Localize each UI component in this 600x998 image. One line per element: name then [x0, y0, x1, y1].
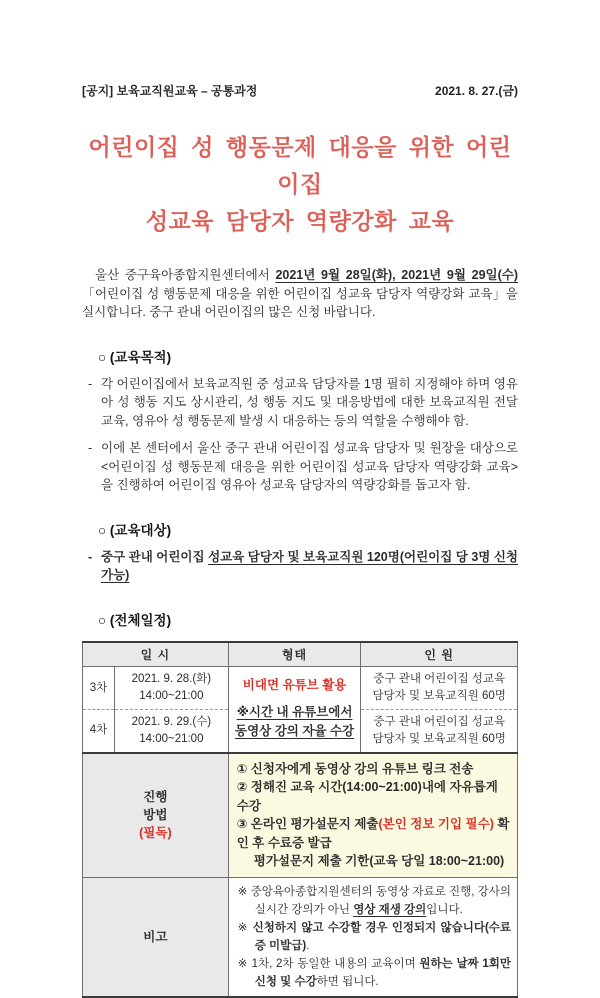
method-step-3-continued: 평가설문지 제출 기한(교육 당일 18:00~21:00) [253, 854, 505, 868]
round-4-capacity-line-2: 담당자 및 보육교직원 60명 [372, 732, 506, 745]
round-3-capacity-line-1: 중구 관내 어린이집 성교육 [373, 673, 506, 685]
bullet-marker: - [88, 549, 93, 564]
round-4-date: 2021. 9. 29.(수) [131, 715, 212, 728]
note-item-2: ※ 신청하지 않고 수강할 경우 인정되지 않습니다(수료증 미발급). [237, 921, 511, 952]
schedule-table [82, 641, 518, 998]
col-header-format: 형태 [228, 642, 361, 667]
document-date: 2021. 8. 27.(금) [435, 84, 518, 98]
method-row [83, 753, 518, 878]
purpose-bullet-2 [88, 439, 518, 495]
purpose-bullet-1 [88, 375, 518, 431]
round-3-time: 14:00~21:00 [139, 690, 204, 702]
round-4-datetime [114, 710, 228, 753]
document-header [82, 82, 518, 99]
format-line-2: ※시간 내 유튜브에서 [236, 705, 353, 720]
purpose-bullet-1-text: 각 어린이집에서 보육교직원 중 성교육 담당자를 1명 필히 지정해야 하며 영유아 성 행동 지도 상시관리, 성 행동 지도 및 대응방법에 대한 보육교직원 전달 교육, 영유아 성 행동문제 발생 시 대응하는 등의 역할을 수행해야 함. [101, 376, 518, 428]
purpose-heading: ○ (교육목적) [98, 349, 172, 365]
round-4-label: 4차 [83, 710, 115, 753]
round-3-capacity-line-2: 담당자 및 보육교직원 60명 [372, 690, 506, 702]
document-title [82, 129, 518, 240]
format-cell [228, 667, 361, 753]
round-4-capacity [361, 710, 518, 753]
table-header-row [83, 642, 518, 667]
schedule-row-round-3 [83, 667, 518, 710]
section-purpose [82, 346, 518, 495]
format-line-3: 동영상 강의 자율 수강 [235, 724, 355, 739]
target-heading: ○ (교육대상) [98, 522, 172, 538]
method-label-line-1: 진행 [143, 790, 168, 804]
note-item-1: ※ 중앙육아종합지원센터의 동영상 자료로 진행, 강사의 실시간 강의가 아닌 영상 재생 강의입니다. [237, 885, 511, 916]
round-3-label: 3차 [83, 667, 115, 710]
format-line-highlight: 비대면 유튜브 활용 [242, 678, 347, 693]
note-item-3: ※ 1차, 2차 동일한 내용의 교육이며 원하는 날짜 1회만 신청 및 수강하면 됩니다. [237, 957, 511, 988]
round-3-date: 2021. 9. 28.(화) [131, 673, 212, 685]
method-content-cell [228, 753, 517, 878]
target-bullet-text: 중구 관내 어린이집 성교육 담당자 및 보육교직원 120명(어린이집 당 3명 신청 가능) [101, 549, 518, 582]
col-header-datetime: 일 시 [83, 642, 229, 667]
method-label-required: (필독) [139, 826, 172, 840]
note-label-cell: 비고 [83, 877, 229, 997]
document-category: [공지] 보육교직원교육 – 공통과정 [82, 84, 258, 98]
intro-paragraph: 울산 중구육아종합지원센터에서 2021년 9월 28일(화), 2021년 9월 29일(수) 「어린이집 성 행동문제 대응을 위한 어린이집 성교육 담당자 역량강화 교육」을 실시합니다. 중구 관내 어린이집의 많은 신청 바랍니다. [82, 268, 518, 319]
method-label-cell [83, 753, 229, 878]
bullet-marker: - [88, 441, 93, 455]
col-header-capacity: 인 원 [361, 642, 518, 667]
note-content-cell [228, 877, 517, 997]
method-step-3: ③ 온라인 평가설문지 제출(본인 정보 기입 필수) 확인 후 수료증 발급 [236, 817, 510, 850]
method-step-1: ① 신청자에게 동영상 강의 유튜브 링크 전송 [236, 761, 474, 776]
section-target [82, 519, 518, 585]
round-4-capacity-line-1: 중구 관내 어린이집 성교육 [373, 715, 506, 728]
section-schedule [82, 609, 518, 998]
round-3-capacity [361, 667, 518, 710]
method-label-line-2: 방법 [143, 808, 168, 822]
note-row [83, 877, 518, 997]
purpose-bullet-2-text: 이에 본 센터에서 울산 중구 관내 어린이집 성교육 담당자 및 원장을 대상으로 <어린이집 성 행동문제 대응을 위한 어린이집 성교육 담당자 역량강화 교육>을 진행하여 어린이집 영유아 성교육 담당자의 역량강화를 돕고자 함. [101, 441, 518, 492]
method-step-2: ② 정해진 교육 시간(14:00~21:00)내에 자유롭게 수강 [236, 780, 498, 813]
bullet-marker: - [88, 376, 93, 391]
title-line-1: 어린이집 성 행동문제 대응을 위한 어린이집 [88, 134, 512, 197]
title-line-2: 성교육 담당자 역량강화 교육 [145, 208, 455, 234]
round-3-datetime [114, 667, 228, 710]
target-bullet [88, 548, 518, 585]
round-4-time: 14:00~21:00 [139, 732, 204, 745]
schedule-heading: ○ (전체일정) [98, 612, 172, 628]
